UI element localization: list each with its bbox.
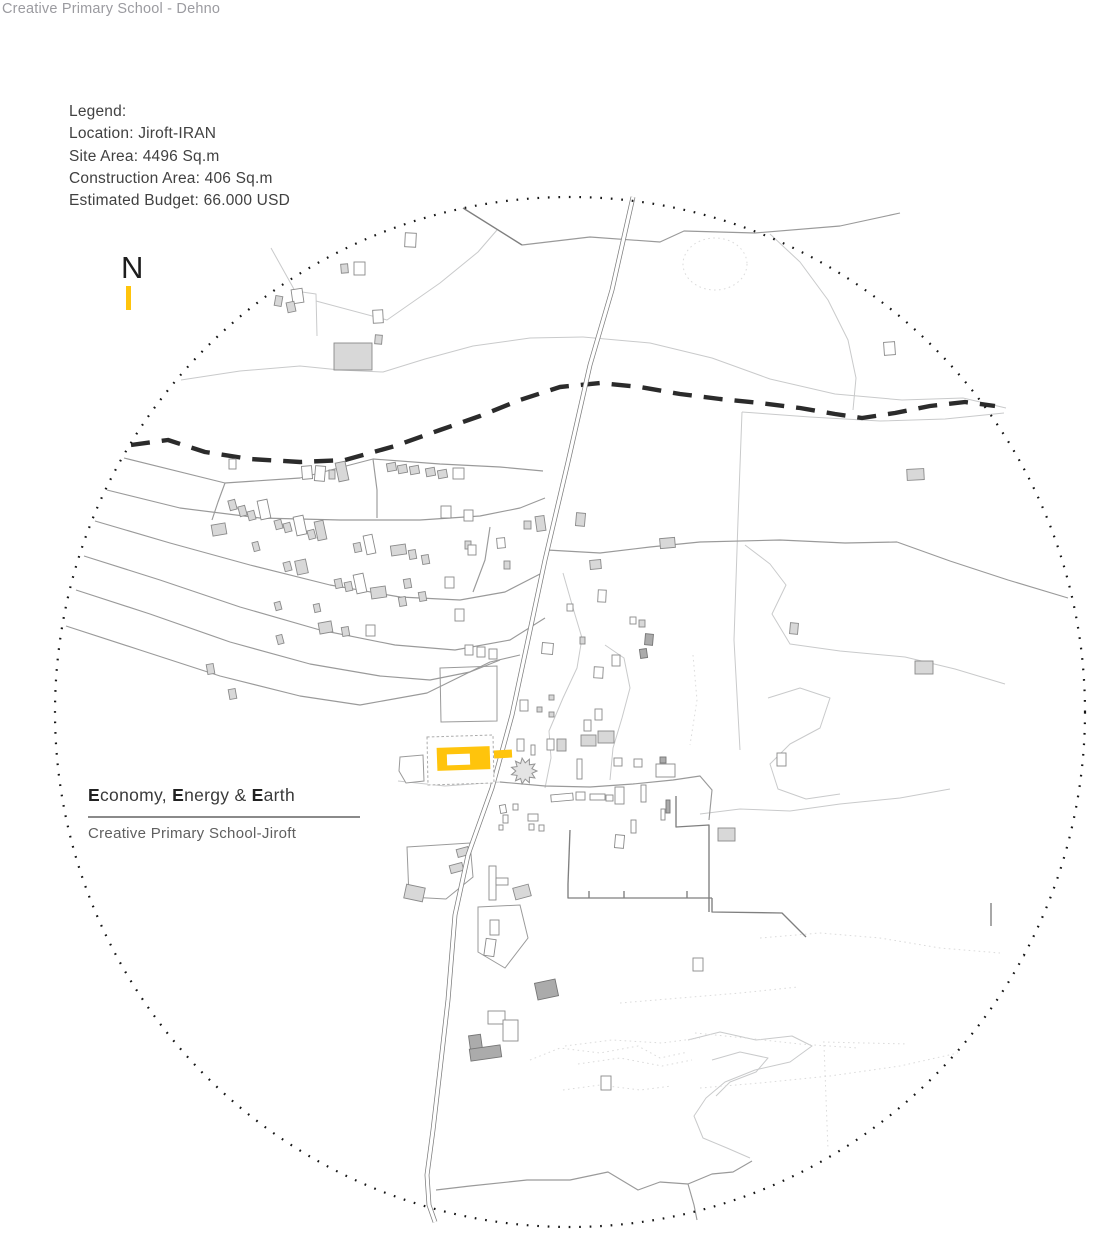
tagline-t3: arth <box>263 785 295 805</box>
building <box>497 538 506 549</box>
building <box>247 510 256 521</box>
building <box>595 709 602 720</box>
project-subtitle: Creative Primary School-Jiroft <box>88 825 297 842</box>
building <box>211 523 227 536</box>
building <box>318 621 333 634</box>
building <box>418 591 426 601</box>
building <box>484 938 496 956</box>
page-title: Creative Primary School - Dehno <box>2 1 221 17</box>
building <box>274 519 283 530</box>
building <box>639 649 647 659</box>
building <box>341 626 349 636</box>
building <box>228 688 237 699</box>
building <box>575 513 585 527</box>
building <box>465 645 473 655</box>
building <box>645 634 654 646</box>
building <box>580 637 585 644</box>
building <box>373 310 384 324</box>
tagline-e3: E <box>251 785 264 805</box>
building <box>631 820 636 833</box>
building <box>252 541 260 551</box>
building <box>335 461 349 482</box>
building <box>313 603 321 612</box>
building <box>639 620 645 627</box>
buildings-layer <box>206 233 933 1090</box>
legend-location: Location: Jiroft-IRAN <box>69 125 217 143</box>
building <box>397 464 407 473</box>
building <box>206 663 215 674</box>
building <box>504 561 510 569</box>
building <box>581 735 596 746</box>
school-entrance-path <box>494 750 512 759</box>
building <box>594 667 604 678</box>
building <box>334 343 372 370</box>
building <box>666 800 670 813</box>
building <box>598 731 614 743</box>
building <box>283 522 292 533</box>
project-tagline <box>88 785 360 806</box>
building <box>537 707 542 712</box>
building <box>790 623 799 635</box>
building <box>590 560 602 570</box>
building <box>499 825 503 830</box>
building <box>656 764 675 777</box>
building <box>408 549 416 559</box>
building <box>557 739 566 751</box>
building <box>437 469 447 478</box>
building <box>425 467 435 476</box>
building <box>375 335 383 345</box>
building <box>660 537 676 548</box>
roads-layer <box>66 208 1068 1220</box>
building <box>488 1011 505 1024</box>
building <box>641 785 646 802</box>
building <box>453 468 464 479</box>
building <box>513 804 518 810</box>
building <box>228 499 237 510</box>
building <box>718 828 735 841</box>
building <box>274 601 282 610</box>
building <box>257 499 271 520</box>
building <box>274 295 283 306</box>
branding-block <box>88 785 360 842</box>
building <box>421 554 429 564</box>
building <box>551 793 574 802</box>
building <box>295 559 309 575</box>
building <box>915 661 933 674</box>
building <box>567 604 573 611</box>
building <box>464 510 473 521</box>
building <box>398 596 406 606</box>
building <box>496 878 508 885</box>
site-radius-circle <box>55 197 1085 1227</box>
building <box>606 795 613 801</box>
building <box>283 561 292 572</box>
building <box>535 515 546 531</box>
tagline-e1: E <box>88 785 100 805</box>
building <box>405 233 417 248</box>
building <box>477 647 485 657</box>
building <box>445 577 454 588</box>
building <box>598 590 607 602</box>
building <box>614 835 624 849</box>
legend-budget: Estimated Budget: 66.000 USD <box>69 192 291 210</box>
tagline-t1: conomy, <box>99 785 173 805</box>
building <box>363 534 376 554</box>
building <box>539 825 544 831</box>
legend-heading: Legend: <box>69 103 127 120</box>
building <box>229 459 236 469</box>
building <box>503 815 508 823</box>
building <box>409 465 419 474</box>
building <box>366 625 375 636</box>
building <box>542 643 554 655</box>
plots-layer <box>399 666 528 968</box>
village-dashed-boundary <box>131 383 995 462</box>
school-courtyard <box>447 754 470 766</box>
building <box>441 506 451 518</box>
building <box>490 920 499 935</box>
building <box>577 759 582 779</box>
building <box>517 739 524 751</box>
building <box>547 739 554 750</box>
divider-rule <box>88 816 360 818</box>
building <box>614 758 622 766</box>
building <box>390 544 406 556</box>
legend-site-area: Site Area: 4496 Sq.m <box>69 147 220 165</box>
building <box>576 792 585 800</box>
building <box>660 757 666 763</box>
tree-icon <box>512 758 538 784</box>
building <box>455 609 464 621</box>
building <box>634 759 642 767</box>
building <box>601 1076 611 1090</box>
building <box>386 462 396 471</box>
building <box>503 1020 518 1041</box>
building <box>693 958 703 971</box>
building <box>403 578 411 588</box>
building <box>612 655 620 666</box>
building <box>884 342 896 356</box>
building <box>524 521 531 529</box>
building <box>531 745 535 755</box>
building <box>286 301 296 312</box>
building <box>353 573 367 594</box>
building <box>661 809 665 820</box>
building <box>534 979 558 1000</box>
building <box>329 470 335 479</box>
building <box>344 581 353 591</box>
building <box>513 884 532 900</box>
building <box>549 695 554 700</box>
building <box>499 805 506 814</box>
building <box>307 529 316 540</box>
building <box>370 586 386 599</box>
building <box>341 264 349 274</box>
building <box>907 469 925 481</box>
building <box>528 814 538 821</box>
building <box>353 542 362 552</box>
building <box>354 262 365 275</box>
building <box>520 700 528 711</box>
north-letter: N <box>121 250 144 285</box>
building <box>529 824 534 830</box>
legend-construction-area: Construction Area: 406 Sq.m <box>69 169 273 187</box>
building <box>489 649 497 659</box>
building <box>630 617 636 624</box>
tagline-t2: nergy & <box>184 785 252 805</box>
building <box>590 794 605 800</box>
building <box>584 720 591 731</box>
field-lines-layer <box>181 230 1006 1158</box>
building <box>334 578 343 588</box>
building <box>276 634 284 644</box>
building <box>615 787 624 804</box>
tagline-e2: E <box>172 785 185 805</box>
building <box>293 515 307 536</box>
building <box>301 466 312 480</box>
building <box>314 466 325 482</box>
building <box>549 712 554 717</box>
building <box>468 545 476 555</box>
building <box>489 866 496 900</box>
building <box>777 753 786 766</box>
